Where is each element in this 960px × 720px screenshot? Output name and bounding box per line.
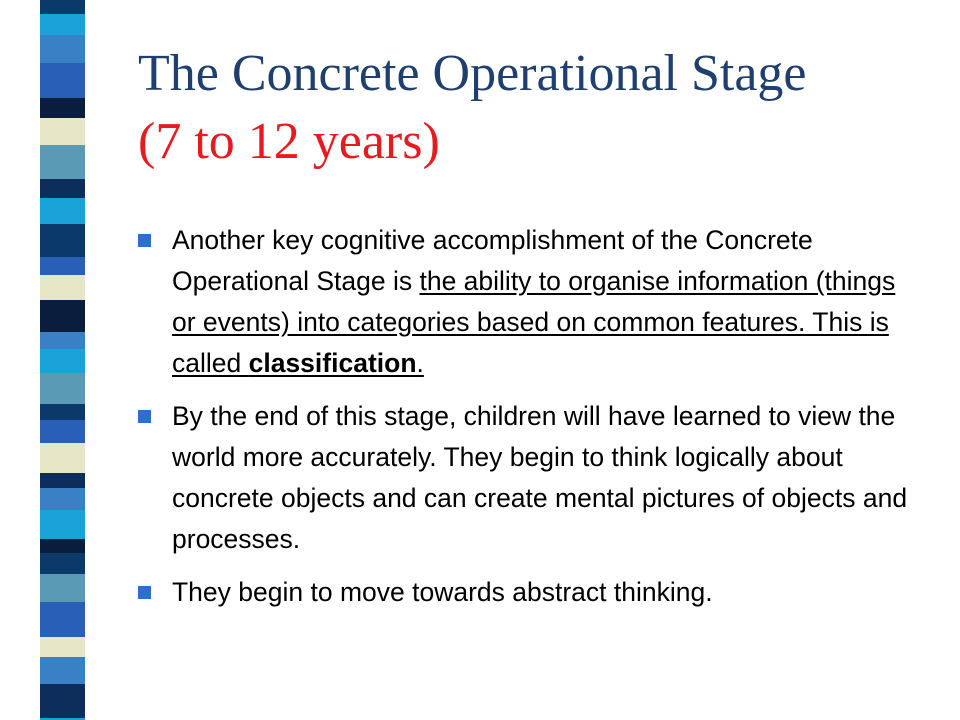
- stripe-block: [40, 332, 85, 349]
- stripe-block: [40, 574, 85, 602]
- bullet-text-start: Another key cognitive accomplishment of the Concrete Operational Stage is: [172, 225, 813, 296]
- stripe-block: [40, 373, 85, 404]
- stripe-block: [40, 473, 85, 488]
- stripe-block: [40, 300, 85, 332]
- square-bullet-icon: [138, 586, 151, 599]
- stripe-block: [40, 198, 85, 224]
- stripe-block: [40, 35, 85, 63]
- square-bullet-icon: [138, 410, 151, 423]
- slide-title: [138, 40, 938, 176]
- stripe-block: [40, 179, 85, 198]
- stripe-block: [40, 14, 85, 35]
- stripe-block: [40, 602, 85, 637]
- bullet-text: By the end of this stage, children will have learned to view the world more accurately. They begin to think logically about concrete objects and can create mental pictures of objects and processes.: [172, 401, 908, 554]
- stripe-block: [40, 684, 85, 718]
- stripe-block: [40, 257, 85, 275]
- bullet-text-underlined: the ability to organise information (things or events) into categories based on common features. This is called: [172, 266, 896, 378]
- stripe-block: [40, 420, 85, 443]
- stripe-block: [40, 443, 85, 473]
- title-age-range: (7 to 12 years): [138, 113, 440, 170]
- stripe-block: [40, 657, 85, 684]
- stripe-block: [40, 0, 85, 14]
- stripe-block: [40, 637, 85, 657]
- bullet-item-abstract-thinking: [138, 572, 918, 613]
- stripe-block: [40, 510, 85, 539]
- stripe-block: [40, 145, 85, 179]
- stripe-block: [40, 488, 85, 510]
- stripe-block: [40, 224, 85, 257]
- stripe-block: [40, 118, 85, 145]
- square-bullet-icon: [138, 234, 151, 247]
- stripe-block: [40, 553, 85, 574]
- bullet-list: [138, 220, 918, 625]
- stripe-block: [40, 404, 85, 420]
- keyword-classification: classification: [248, 348, 417, 378]
- stripe-edge: [85, 0, 107, 720]
- stripe-block: [40, 275, 85, 300]
- bullet-item-world-view: [138, 396, 918, 560]
- bullet-item-classification: [138, 220, 918, 384]
- stripe-block: [40, 98, 85, 118]
- stripe-block: [40, 63, 85, 98]
- title-main: The Concrete Operational Stage: [138, 45, 807, 102]
- stripe-block: [40, 539, 85, 553]
- bullet-text: They begin to move towards abstract thinking.: [172, 577, 713, 607]
- bullet-text-end: .: [416, 348, 424, 378]
- stripe-block: [40, 349, 85, 373]
- decorative-color-stripe: [0, 0, 108, 720]
